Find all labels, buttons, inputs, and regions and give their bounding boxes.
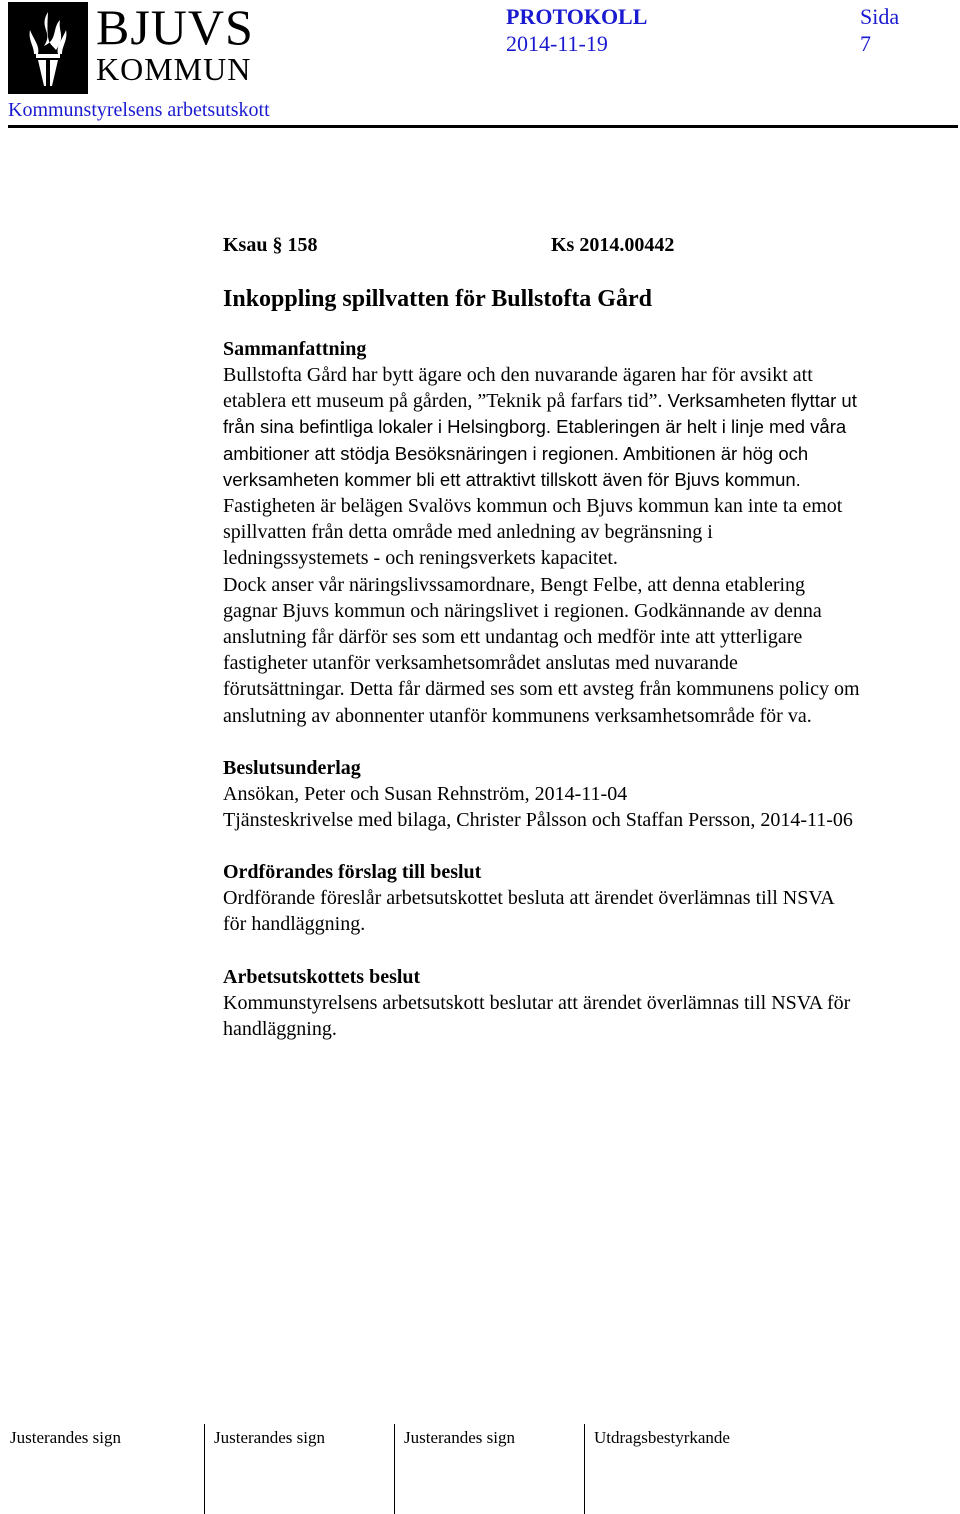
basis-item: Ansökan, Peter och Susan Rehnström, 2014-11-04 [223,782,628,805]
signature-field [394,1424,584,1514]
signature-label: Utdragsbestyrkande [594,1428,730,1447]
summary-heading: Sammanfattning [223,338,367,360]
chair-proposal-line: för handläggning. [223,913,366,936]
signature-label: Justerandes sign [214,1428,325,1447]
summary-line: Dock anser vår näringslivssamordnare, Bengt Felbe, att denna etablering [223,573,806,596]
logo-wordmark-kommun: KOMMUN [96,51,252,87]
summary-line: förutsättningar. Detta får därmed ses som ett avsteg från kommunens policy om [223,678,860,701]
summary-line: från sina befintliga lokaler i Helsingborg. Etableringen är helt i linje med våra [223,416,847,438]
decision-line: handläggning. [223,1017,337,1040]
case-reference [223,230,960,260]
signature-field [584,1424,954,1514]
summary-line: anslutning får därför ses som ett undantag och medför inte att ytterligare [223,626,803,649]
decision-line: Kommunstyrelsens arbetsutskott beslutar att ärendet överlämnas till NSVA för [223,991,851,1014]
document-date: 2014-11-19 [506,31,608,56]
summary-line: verksamheten kommer bli ett attraktivt tillskott även för Bjuvs kommun. [223,468,801,490]
paragraph-sign: § [272,234,283,256]
ks-reference: Ks 2014.00442 [551,234,675,256]
protocol-body [223,230,960,1042]
signature-row [0,1424,960,1514]
summary-line: spillvatten från detta område med anledning av begränsning i [223,521,713,544]
torch-logo-icon [8,2,88,94]
page-number: 7 [860,31,871,56]
logo-wordmark-bjuvs: BJUVS [96,0,254,55]
basis-heading: Beslutsunderlag [223,756,361,779]
summary-line: etablera ett museum på gården, ”Teknik på farfars tid”. Verksamheten flyttar ut [223,390,857,413]
summary-line: fastigheter utanför verksamhetsområdet anslutas med nuvarande [223,652,738,675]
case-title: Inkoppling spillvatten för Bullstofta Gård [223,286,652,312]
signature-field [204,1424,394,1514]
chair-proposal-heading: Ordförandes förslag till beslut [223,861,482,884]
summary-line: ambitioner att stödja Besöksnäringen i regionen. Ambitionen är hög och [223,442,809,464]
summary-line: Bullstofta Gård har bytt ägare och den nuvarande ägaren har för avsikt att [223,364,813,386]
ksau-number: 158 [287,234,318,256]
summary-line: gagnar Bjuvs kommun och näringslivet i regionen. Godkännande av denna [223,599,822,622]
summary-line: Fastigheten är belägen Svalövs kommun och Bjuvs kommun kan inte ta emot [223,495,843,518]
ksau-label: Ksau [223,234,268,256]
summary-line: anslutning av abonnenter utanför kommunens verksamhetsområde för va. [223,704,812,727]
document-type: PROTOKOLL [506,4,648,29]
ksau-reference [223,234,317,256]
decision-heading: Arbetsutskottets beslut [223,965,421,988]
header-divider [8,125,958,128]
summary-line: ledningssystemets - och reningsverkets kapacitet. [223,547,618,570]
signature-label: Justerandes sign [10,1428,121,1447]
chair-proposal-line: Ordförande föreslår arbetsutskottet besluta att ärendet överlämnas till NSVA [223,887,835,910]
committee-name: Kommunstyrelsens arbetsutskott [8,99,270,121]
page-label: Sida [860,4,900,29]
signature-label: Justerandes sign [404,1428,515,1447]
basis-item: Tjänsteskrivelse med bilaga, Christer Pålsson och Staffan Persson, 2014-11-06 [223,809,853,832]
signature-field [0,1424,204,1514]
